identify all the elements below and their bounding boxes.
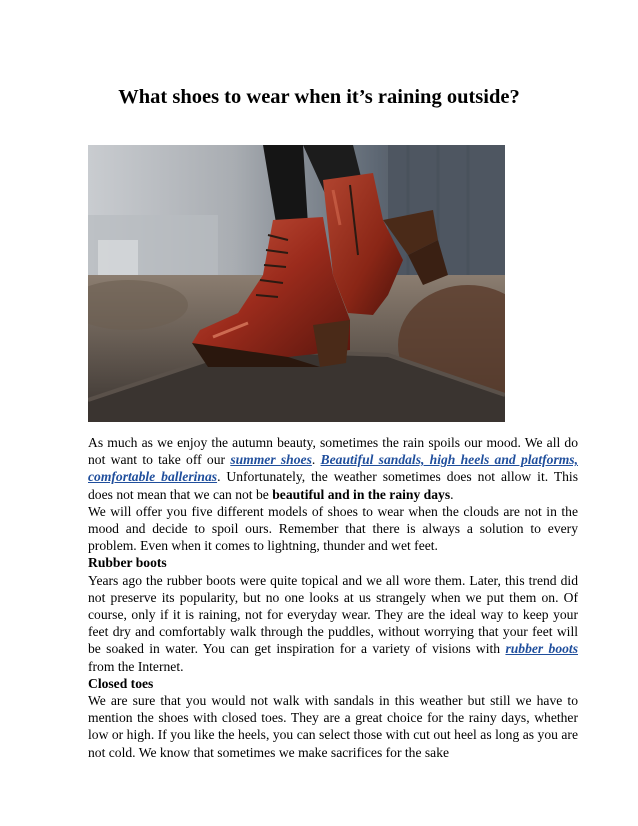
text-segment: Rubber boots [88,555,167,571]
section-heading [88,675,578,692]
page-title: What shoes to wear when it’s raining outside? [118,86,520,108]
paragraph [88,434,578,503]
paragraph [88,503,578,555]
text-segment: . Unfortunately, the weather sometimes does not allow it. This does not mean that we can not be [88,469,578,502]
text-segment: Years ago the rubber boots were quite topical and we all wore them. Later, this trend did not preserve its popularity, but no one looks at us strangely when we put them on. Of course, only if it is raining, not for everyday wear. They are the ideal way to keep your feet dry and comfortably walk through the puddles, without worrying that your feet will be soaked in water. You can get inspiration for a variety of visions with [88,572,578,657]
text-segment: . [311,452,321,468]
article-link[interactable]: Beautiful sandals, high heels and platforms, comfortable ballerinas [88,452,579,485]
text-segment: from the Internet. [88,658,184,674]
article-link[interactable]: summer shoes [230,452,312,468]
text-segment: Closed toes [88,675,154,691]
section-heading [88,554,578,571]
bold-text: beautiful and in the rainy days [272,486,451,502]
paragraph [88,572,578,675]
article-body [88,434,578,761]
article-link[interactable]: rubber boots [505,641,578,657]
text-segment: We are sure that you would not walk with sandals in this weather but still we have to mention the shoes with closed toes. They are a great choice for the rainy days, whether low or high. If you like the heels, you can select those with cut out heel as long as you are not cold. We know that sometimes we make sacrifices for the sake [88,693,578,760]
text-segment: We will offer you five different models of shoes to wear when the clouds are not in the mood and decide to spoil ours. Remember that there is always a solution to every problem. Even when it comes to lightning, thunder and wet feet. [88,503,578,554]
text-segment: . [450,486,454,502]
text-segment: As much as we enjoy the autumn beauty, sometimes the rain spoils our mood. We all do not want to take off our [88,435,578,468]
paragraph [88,692,578,761]
boots-photo [88,145,505,422]
boots-image [88,145,505,422]
